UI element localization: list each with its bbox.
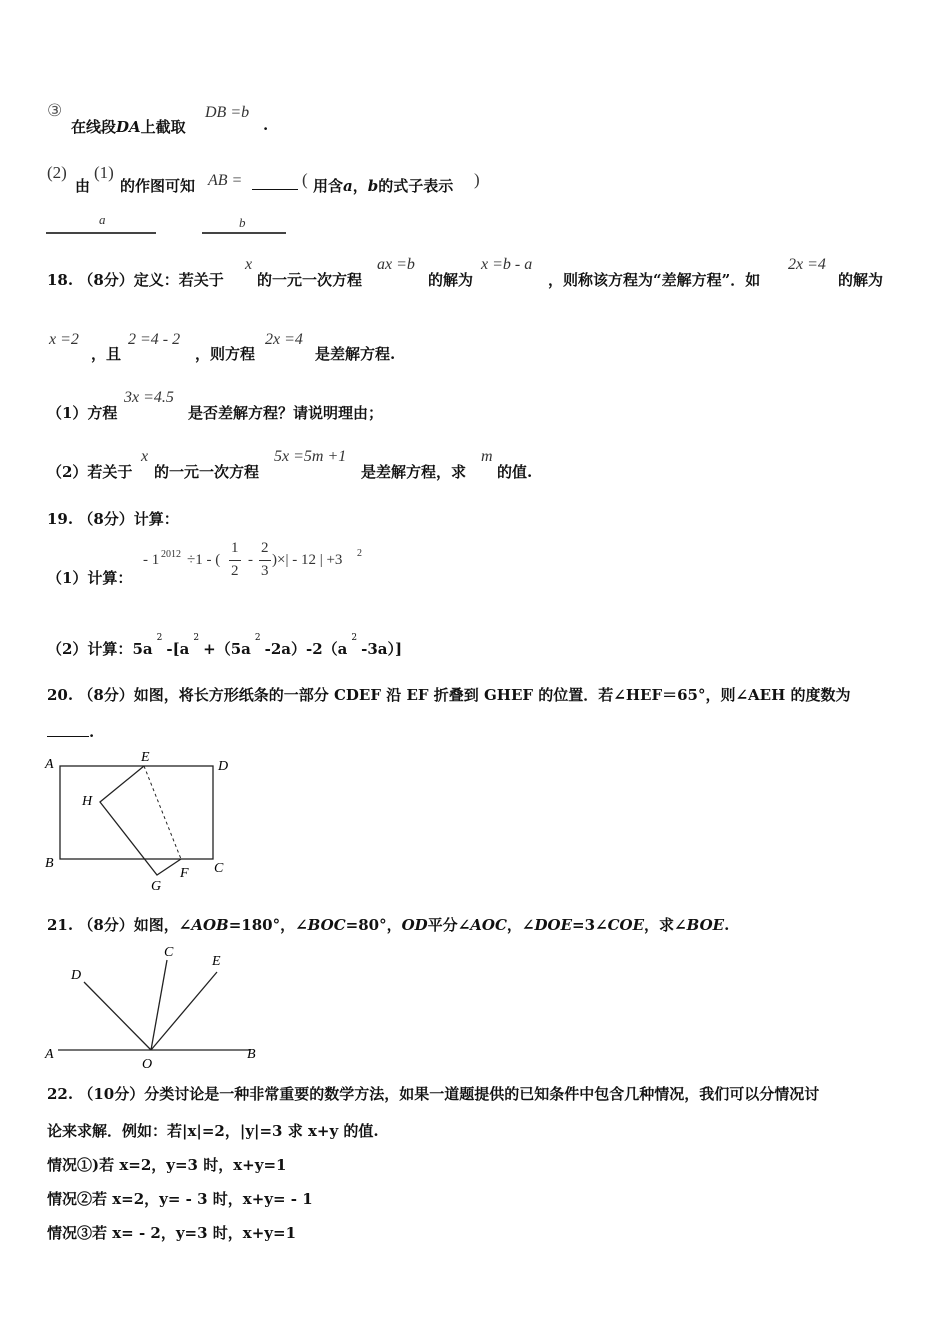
hint-close: ) — [474, 170, 480, 189]
q18-x: x — [245, 256, 253, 273]
q18-eq2: x =b - a — [481, 256, 533, 273]
frac1-bar — [229, 560, 241, 561]
p2-ref: (1) — [94, 163, 114, 182]
q18-p2-m: m — [481, 448, 493, 465]
frac2-num: 2 — [261, 540, 269, 556]
q18-p2-x: x — [141, 448, 149, 465]
step3-end: . — [263, 116, 269, 134]
rectangle-abcd — [60, 766, 213, 859]
q18-eq5: 2 =4 - 2 — [128, 331, 181, 348]
q20-end: . — [89, 723, 95, 741]
ray-od — [84, 982, 151, 1050]
fold-rectangle-figure — [40, 750, 240, 900]
fold-line-ef — [144, 766, 181, 859]
q18-eq3: 2x =4 — [788, 256, 826, 273]
q19-minus: - — [248, 552, 253, 568]
p2-expr: AB = — [208, 172, 243, 189]
q18-t4: 的解为 — [838, 271, 884, 289]
segment-a — [46, 232, 156, 234]
frac2-bar — [259, 560, 271, 561]
q22-case3: 情况③若 x= - 2，y=3 时，x+y=1 — [47, 1224, 297, 1242]
q19-p1-c: )×| - 12 | +3 — [272, 552, 343, 568]
label-a: A — [45, 1047, 54, 1062]
q22-line1: 22. （10分）分类讨论是一种非常重要的数学方法，如果一道题提供的已知条件中包含几种情况，我们可以分情况讨 — [47, 1085, 820, 1103]
q21-text: 21. （8分）如图，∠AOB=180°，∠BOC=80°，OD平分∠AOC，∠DOE=3∠COE，求∠BOE. — [47, 916, 730, 934]
q18-t2: 的解为 — [428, 271, 474, 289]
p2-by: 由 — [75, 177, 91, 195]
q18-p1-eq: 3x =4.5 — [124, 389, 174, 406]
q18-p1-head: （1）方程 — [47, 404, 118, 422]
q19-p1-exp: 2012 — [161, 549, 181, 560]
segment-a-label: a — [99, 212, 106, 227]
q18-p2-t1: 的一元一次方程 — [154, 463, 260, 481]
q18-eq1: ax =b — [377, 256, 415, 273]
q22-case2: 情况②若 x=2，y= - 3 时，x+y= - 1 — [47, 1190, 313, 1208]
angle-figure — [40, 940, 270, 1070]
label-b: B — [45, 856, 54, 871]
q19-p1-a: - 1 — [143, 552, 160, 568]
q18-p1-text: 是否差解方程？请说明理由； — [188, 404, 384, 422]
label-e: E — [141, 750, 150, 765]
label-e: E — [212, 954, 221, 969]
step3-text: 在线段DA上截取 — [71, 118, 186, 136]
q20-answer-blank[interactable] — [47, 722, 89, 737]
q19-p2: （2）计算：$5a^2-[a^2+(5a^2-2a)-2(a^2-3a)]$ — [47, 633, 403, 658]
p2-text: 的作图可知 — [120, 177, 196, 195]
q22-case1: 情况①)若 x=2，y=3 时，x+y=1 — [47, 1156, 287, 1174]
frac1-num: 1 — [231, 540, 239, 556]
answer-blank[interactable] — [252, 174, 298, 190]
ray-oe — [151, 972, 217, 1050]
frac1-den: 2 — [231, 563, 239, 579]
q18-t7: 是差解方程. — [315, 345, 396, 363]
label-a: A — [45, 757, 54, 772]
q18-eq6: 2x =4 — [265, 331, 303, 348]
segment-b — [202, 232, 286, 234]
q18-p2-head: （2）若关于 — [47, 463, 133, 481]
q18-p2-t2: 是差解方程，求 — [361, 463, 467, 481]
label-c: C — [214, 861, 224, 876]
q19-p1-head: （1）计算： — [47, 569, 133, 587]
label-d: D — [71, 968, 82, 983]
label-d: D — [218, 759, 229, 774]
label-h: H — [82, 794, 93, 809]
q18-head: 18. （8分）定义：若关于 — [47, 271, 224, 289]
q18-t1: 的一元一次方程 — [257, 271, 363, 289]
q18-t6: ，则方程 — [195, 345, 256, 363]
q20-text: 20. （8分）如图，将长方形纸条的一部分 CDEF 沿 EF 折叠到 GHEF 的位置．若∠HEF＝65°，则∠AEH 的度数为 — [47, 686, 851, 704]
hint-open: ( — [302, 170, 308, 189]
step3-num: ③ — [47, 101, 63, 120]
q18-p2-t3: 的值. — [497, 463, 533, 481]
step3-expr: DB =b — [205, 104, 250, 121]
q18-t3: ，则称该方程为“差解方程”．如 — [548, 271, 761, 289]
frac2-den: 3 — [261, 563, 269, 579]
segment-b-label: b — [239, 215, 246, 230]
q19-p1-b: ÷1 - ( — [187, 552, 221, 568]
label-g: G — [151, 879, 162, 894]
p2-open: (2) — [47, 163, 67, 182]
label-c: C — [164, 945, 174, 960]
q18-eq4: x =2 — [49, 331, 79, 348]
q22-line2: 论来求解．例如：若|x|=2，|y|=3 求 x+y 的值. — [47, 1122, 379, 1140]
q18-t5: ，且 — [91, 345, 122, 363]
label-f: F — [180, 866, 189, 881]
q18-p2-eq: 5x =5m +1 — [274, 448, 347, 465]
q19-head: 19. （8分）计算： — [47, 510, 179, 528]
p2-hint: 用含a，b的式子表示 — [313, 177, 454, 195]
ray-oc — [151, 960, 167, 1050]
label-o: O — [142, 1057, 153, 1070]
label-b: B — [247, 1047, 256, 1062]
q19-p1-exp2: 2 — [357, 548, 362, 559]
